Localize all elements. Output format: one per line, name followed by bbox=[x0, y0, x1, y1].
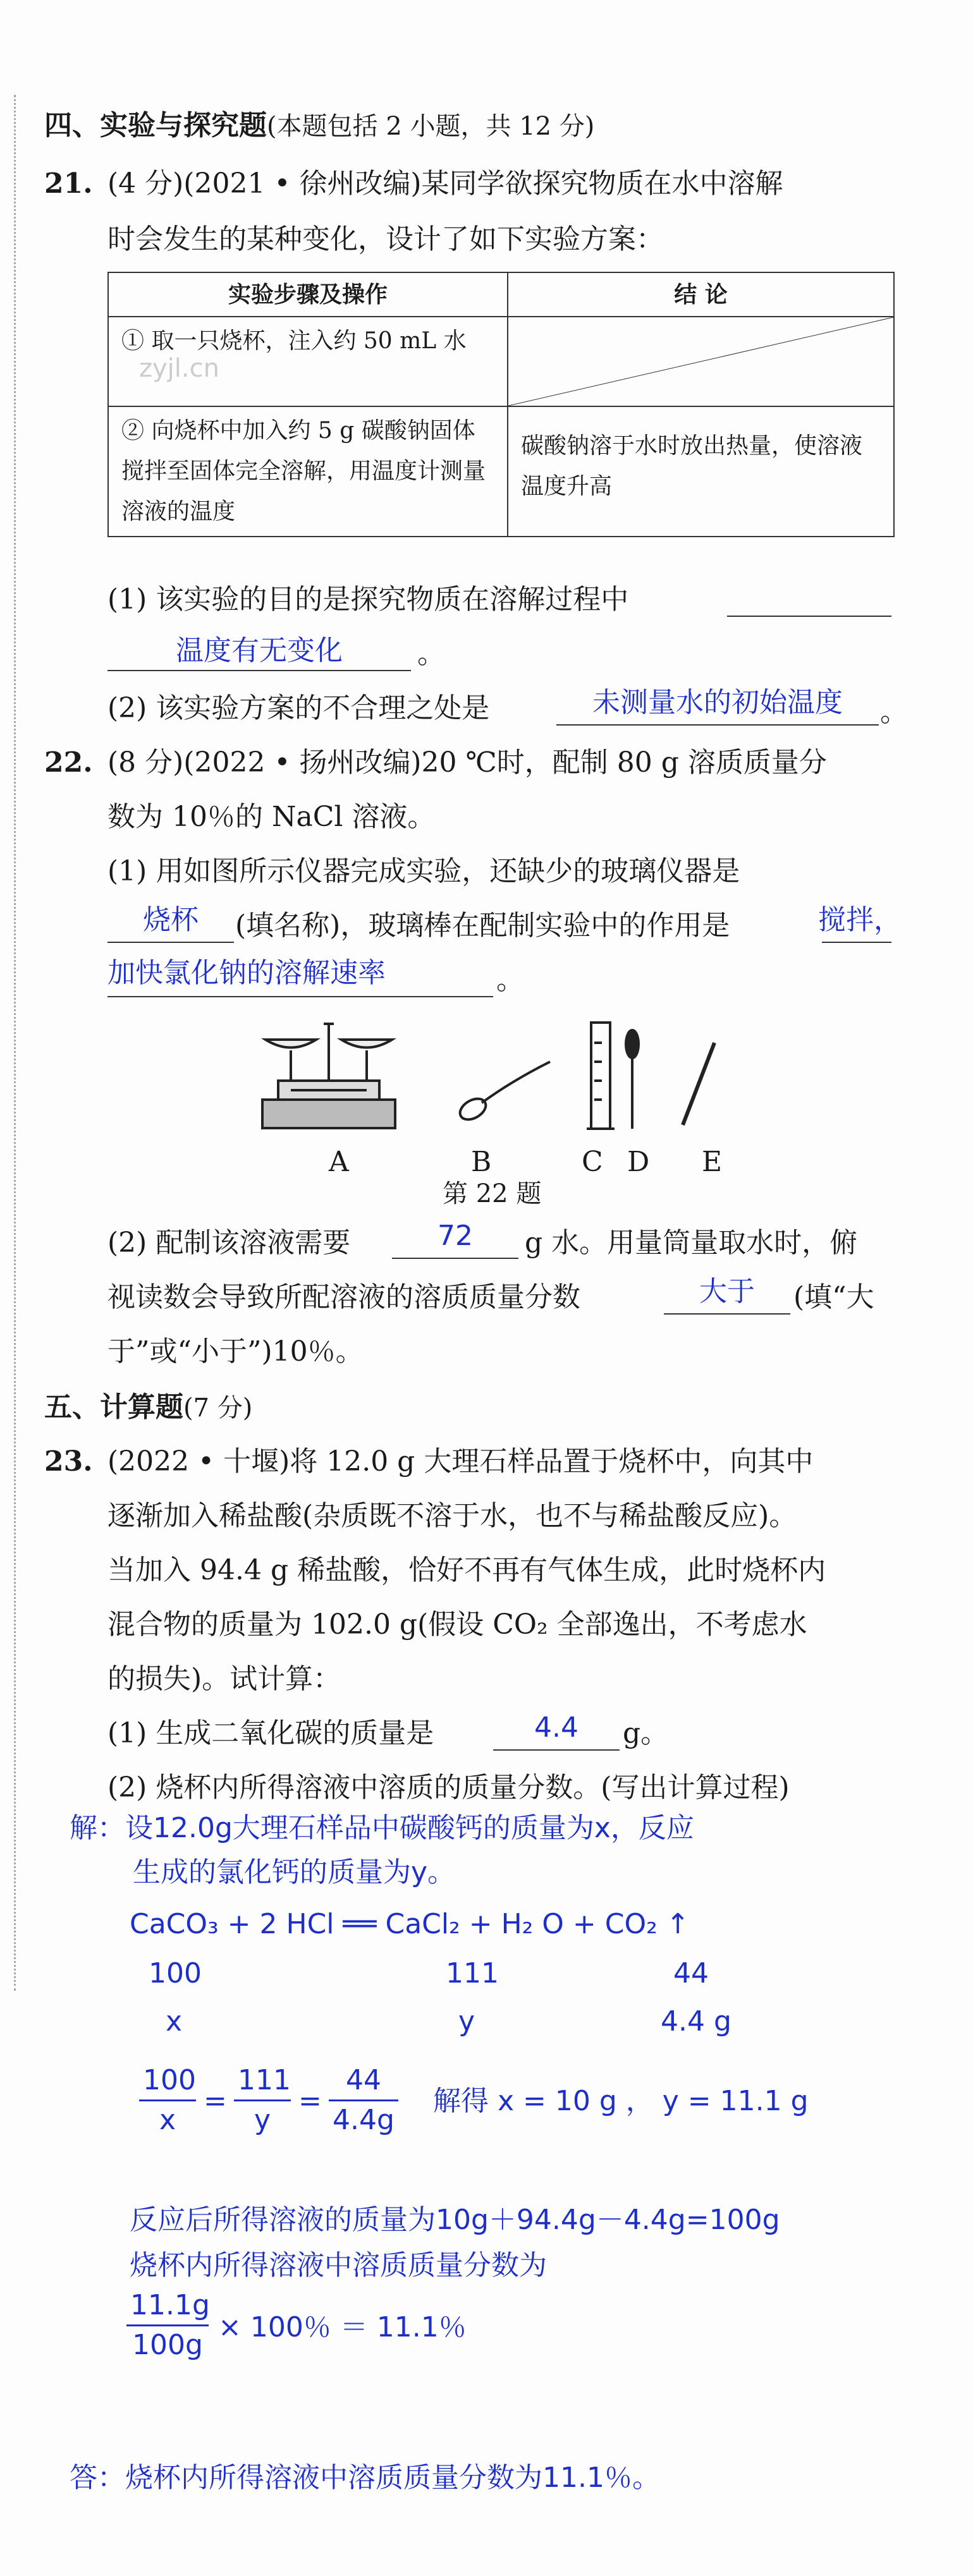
q22-stem-line2: 数为 10％的 NaCl 溶液。 bbox=[107, 801, 436, 833]
q23-stem-line5: 的损失)。试计算： bbox=[107, 1663, 341, 1695]
final-answer: 答：烧杯内所得溶液中溶质质量分数为11.1％。 bbox=[70, 2462, 660, 2494]
table-row2-conclusion: 碳酸钠溶于水时放出热量，使溶液温度升高 bbox=[508, 406, 894, 537]
equals-sign-2: = bbox=[298, 2085, 322, 2117]
table-row1-step: ① 取一只烧杯，注入约 50 mL 水 bbox=[108, 317, 508, 406]
q22-part2-text-a: (2) 配制该溶液需要 bbox=[107, 1227, 351, 1259]
ratio-3-denominator: 4.4g bbox=[333, 2104, 395, 2136]
q22-part1-line2: (填名称)，玻璃棒在配制实验中的作用是 bbox=[235, 909, 730, 942]
ratio-2-denominator: y bbox=[254, 2104, 271, 2136]
ratio-1-denominator: x bbox=[159, 2104, 176, 2136]
solution-mass-line: 反应后所得溶液的质量为10g＋94.4g－4.4g=100g bbox=[130, 2204, 780, 2236]
q22-part2-line2-b: (填“大 bbox=[793, 1281, 874, 1313]
solution-molar-mass-co2: 44 bbox=[673, 1957, 709, 1990]
q22-part2-line3: 于”或“小于”)10％。 bbox=[107, 1335, 364, 1368]
q22-part2-blank1 bbox=[392, 1258, 518, 1259]
q21-number: 21. bbox=[44, 167, 93, 200]
ratio-fraction-1 bbox=[139, 2062, 196, 2139]
q23-stem-line2: 逐渐加入稀盐酸(杂质既不溶于水，也不与稀盐酸反应)。 bbox=[107, 1500, 797, 1532]
q23-number: 23. bbox=[44, 1445, 93, 1478]
q21-stem-line2: 时会发生的某种变化，设计了如下实验方案： bbox=[107, 223, 664, 255]
q23-stem-line4: 混合物的质量为 102.0 g(假设 CO₂ 全部逸出，不考虑水 bbox=[107, 1608, 807, 1641]
q21-part2-blank bbox=[556, 724, 879, 726]
solution-var-y: y bbox=[458, 2005, 475, 2038]
q23-part1-blank bbox=[493, 1749, 620, 1751]
figure-caption: 第 22 题 bbox=[443, 1179, 542, 1208]
dropper-icon bbox=[626, 1030, 639, 1129]
figure-label-a: A bbox=[329, 1146, 349, 1178]
q22-part1-end: 。 bbox=[496, 964, 524, 996]
q23-stem-line3: 当加入 94.4 g 稀盐酸，恰好不再有气体生成，此时烧杯内 bbox=[107, 1554, 826, 1586]
q22-part1-blank2a bbox=[822, 942, 891, 943]
q22-part1-line1: (1) 用如图所示仪器完成实验，还缺少的玻璃仪器是 bbox=[107, 855, 740, 887]
percent-denominator: 100g bbox=[132, 2329, 203, 2361]
solution-line1: 解：设12.0g大理石样品中碳酸钙的质量为x，反应 bbox=[70, 1812, 694, 1844]
figure-label-c: C bbox=[582, 1146, 603, 1178]
ratio-3-numerator: 44 bbox=[329, 2062, 398, 2101]
percent-numerator: 11.1g bbox=[126, 2287, 209, 2326]
figure-label-e: E bbox=[702, 1146, 723, 1178]
q21-part2-answer: 未测量水的初始温度 bbox=[592, 686, 843, 719]
solution-var-x: x bbox=[166, 2005, 183, 2038]
solution-equation: CaCO₃ + 2 HCl ══ CaCl₂ + H₂ O + CO₂ ↑ bbox=[130, 1908, 690, 1940]
q21-stem-line1: (4 分)(2021 • 徐州改编)某同学欲探究物质在水中溶解 bbox=[107, 167, 783, 200]
q22-number: 22. bbox=[44, 746, 93, 779]
q22-part2-answer2: 大于 bbox=[699, 1275, 755, 1308]
solution-molar-mass-caco3: 100 bbox=[149, 1957, 202, 1990]
q23-part2-text: (2) 烧杯内所得溶液中溶质的质量分数。(写出计算过程) bbox=[107, 1771, 790, 1804]
q22-part1-blank2b bbox=[107, 996, 493, 997]
section-5-title: 五、计算题 bbox=[44, 1391, 183, 1423]
q23-part1-text: (1) 生成二氧化碳的质量是 bbox=[107, 1717, 434, 1749]
ratio-fraction-3 bbox=[329, 2062, 398, 2139]
equals-sign-1: = bbox=[204, 2085, 227, 2117]
table-row1-conclusion-empty bbox=[508, 317, 894, 406]
section-5-note: (7 分) bbox=[183, 1394, 253, 1423]
q22-part1-answer2b: 加快氯化钠的溶解速率 bbox=[107, 957, 386, 989]
q21-part2-text: (2) 该实验方案的不合理之处是 bbox=[107, 692, 490, 724]
graduated-cylinder-icon bbox=[587, 1023, 615, 1129]
section-4-note: (本题包括 2 小题，共 12 分) bbox=[267, 112, 595, 141]
section-4-heading bbox=[44, 107, 594, 145]
q23-part1-end: g。 bbox=[623, 1717, 669, 1749]
binding-margin-line bbox=[14, 95, 16, 1991]
solution-result: 解得 x = 10 g ， y = 11.1 g bbox=[433, 2085, 809, 2117]
balance-icon bbox=[262, 1024, 395, 1128]
glass-rod-icon bbox=[683, 1043, 714, 1125]
solution-fraction-intro: 烧杯内所得溶液中溶质质量分数为 bbox=[130, 2249, 547, 2281]
solution-molar-mass-cacl2: 111 bbox=[446, 1957, 499, 1990]
ratio-1-numerator: 100 bbox=[139, 2062, 196, 2101]
q21-part1-answer: 温度有无变化 bbox=[176, 635, 343, 667]
q21-part2-end: 。 bbox=[880, 696, 908, 728]
q22-part1-answer1: 烧杯 bbox=[143, 904, 199, 936]
q22-apparatus-figure bbox=[253, 1011, 759, 1144]
watermark: zyjl.cn bbox=[139, 354, 219, 383]
table-header-conclusion: 结 论 bbox=[508, 272, 894, 317]
solution-mass-co2: 4.4 g bbox=[661, 2005, 731, 2038]
table-header-steps: 实验步骤及操作 bbox=[108, 272, 508, 317]
q23-stem-line1: (2022 • 十堰)将 12.0 g 大理石样品置于烧杯中，向其中 bbox=[107, 1445, 814, 1478]
ratio-fraction-2 bbox=[234, 2062, 291, 2139]
percent-calculation: × 100％ ＝ 11.1％ bbox=[218, 2311, 467, 2343]
diagonal-slash bbox=[508, 317, 893, 406]
q22-stem-line1: (8 分)(2022 • 扬州改编)20 ℃时，配制 80 g 溶质质量分 bbox=[107, 746, 827, 779]
q22-part1-blank1 bbox=[107, 942, 234, 943]
q21-part1-blank-b bbox=[107, 670, 411, 671]
solution-line2: 生成的氯化钙的质量为y。 bbox=[133, 1856, 456, 1888]
section-5-heading bbox=[44, 1389, 252, 1426]
table-row2-step: ② 向烧杯中加入约 5 g 碳酸钠固体搅拌至固体完全溶解，用温度计测量溶液的温度 bbox=[108, 406, 508, 537]
q21-part1-end: 。 bbox=[417, 638, 445, 670]
q23-part1-answer: 4.4 bbox=[534, 1711, 578, 1744]
q21-experiment-table bbox=[107, 272, 895, 537]
spoon-icon bbox=[456, 1062, 550, 1124]
q22-part2-blank2 bbox=[664, 1313, 790, 1315]
figure-label-d: D bbox=[627, 1146, 650, 1178]
percent-fraction bbox=[126, 2287, 209, 2364]
figure-label-b: B bbox=[471, 1146, 492, 1178]
q21-part1-blank-a bbox=[727, 616, 891, 617]
q22-part2-line2-a: 视读数会导致所配溶液的溶质质量分数 bbox=[107, 1281, 580, 1313]
q22-part2-text-b: g 水。用量筒量取水时，俯 bbox=[525, 1227, 858, 1259]
ratio-2-numerator: 111 bbox=[234, 2062, 291, 2101]
q21-part1-text: (1) 该实验的目的是探究物质在溶解过程中 bbox=[107, 583, 629, 616]
section-4-title: 四、实验与探究题 bbox=[44, 109, 267, 142]
q22-part2-answer1: 72 bbox=[438, 1220, 473, 1252]
q22-part1-answer2a: 搅拌， bbox=[818, 904, 902, 936]
